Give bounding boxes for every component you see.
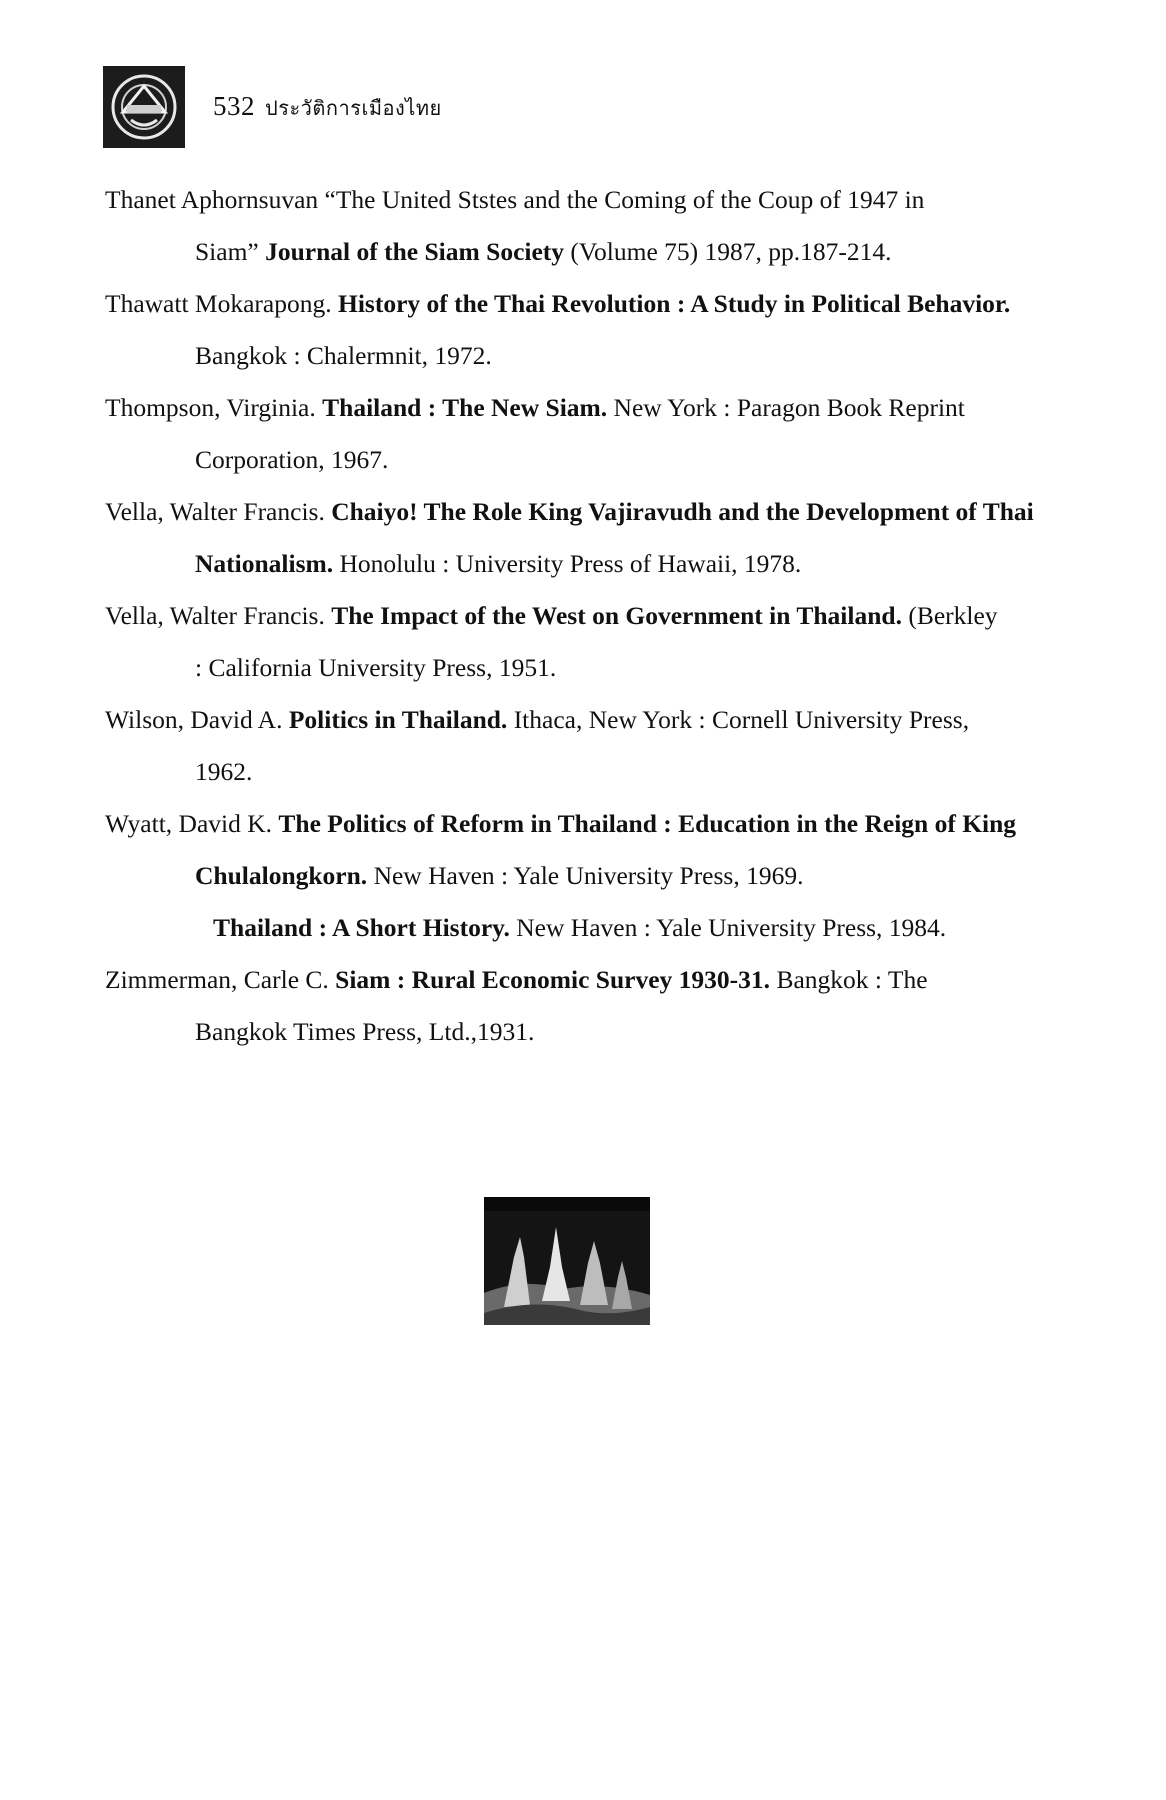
bibliography-entry xyxy=(105,382,1025,486)
page-number: 532 xyxy=(213,90,255,121)
bibliography-entry xyxy=(105,694,1025,798)
entry-title: History of the Thai Revolution : A Study in Political Behavior. xyxy=(337,289,1011,318)
entry-text: : California University Press, 1951. xyxy=(195,653,557,682)
bibliography-entry xyxy=(105,798,1025,954)
bibliography-entry xyxy=(105,954,1025,1058)
entry-text: (Berkley xyxy=(901,601,998,630)
bibliography-entry xyxy=(105,278,1025,382)
entry-text: Ithaca, New York : Cornell University Press, xyxy=(507,705,970,734)
bibliography-entry xyxy=(105,486,1034,590)
bibliography-entry xyxy=(105,590,1025,694)
bibliography-entry xyxy=(105,174,1025,278)
entry-title: Politics in Thailand. xyxy=(288,705,508,734)
entry-text: Vella, Walter Francis. xyxy=(105,601,332,630)
running-title: ประวัติการเมืองไทย xyxy=(265,95,442,120)
entry-title: Siam : Rural Economic Survey 1930-31. xyxy=(335,965,771,994)
entry-title: Thailand : The New Siam. xyxy=(322,393,608,422)
entry-title: Chaiyo! The Role King Vajiravudh and the Development of Thai xyxy=(331,497,1034,526)
entry-text: Thanet Aphornsuvan “The United Ststes and the Coming of the Coup of 1947 in xyxy=(105,185,925,214)
entry-text: Zimmerman, Carle C. xyxy=(105,965,336,994)
entry-title: The Impact of the West on Government in Thailand. xyxy=(331,601,902,630)
entry-text: Thawatt Mokarapong. xyxy=(105,289,338,318)
page-header xyxy=(103,66,442,148)
entry-text: Honolulu : University Press of Hawaii, 1978. xyxy=(333,549,802,578)
emblem-logo xyxy=(103,66,185,148)
entry-text: Bangkok : Chalermnit, 1972. xyxy=(195,341,492,370)
entry-text: Siam” xyxy=(195,237,266,266)
bibliography-list xyxy=(105,174,1034,1058)
entry-title: Chulalongkorn. xyxy=(195,861,368,890)
entry-title: Journal of the Siam Society xyxy=(265,237,565,266)
entry-text: 1962. xyxy=(195,757,253,786)
entry-title: Thailand : A Short History. xyxy=(213,913,510,942)
entry-text: New Haven : Yale University Press, 1984. xyxy=(509,913,947,942)
entry-text: Corporation, 1967. xyxy=(195,445,389,474)
entry-text: Wilson, David A. xyxy=(105,705,289,734)
page-label xyxy=(213,91,442,124)
entry-text: Thompson, Virginia. xyxy=(105,393,323,422)
entry-text: Wyatt, David K. xyxy=(105,809,279,838)
entry-title: The Politics of Reform in Thailand : Education in the Reign of King xyxy=(278,809,1017,838)
entry-text: (Volume 75) 1987, pp.187-214. xyxy=(564,237,892,266)
temple-photo xyxy=(484,1197,650,1325)
entry-text: Bangkok Times Press, Ltd.,1931. xyxy=(195,1017,535,1046)
entry-text: New Haven : Yale University Press, 1969. xyxy=(367,861,804,890)
entry-title: Nationalism. xyxy=(195,549,334,578)
entry-text: New York : Paragon Book Reprint xyxy=(607,393,965,422)
entry-text: Vella, Walter Francis. xyxy=(105,497,332,526)
entry-text: Bangkok : The xyxy=(770,965,928,994)
